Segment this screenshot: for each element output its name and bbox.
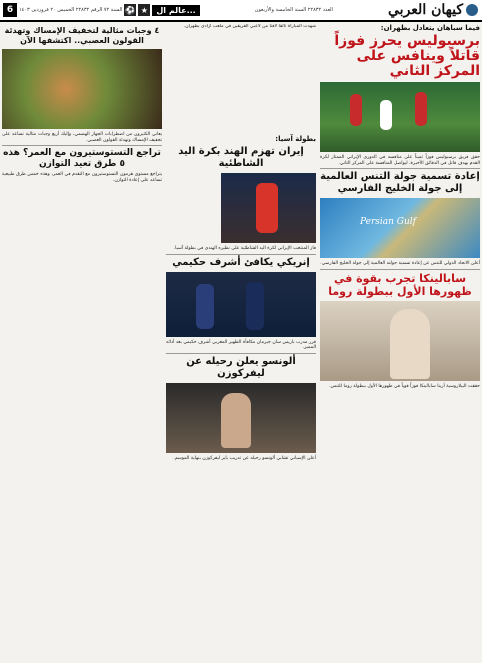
handball-photo [221, 173, 316, 243]
article-headline: إنريكي يكافئ أشرف حكيمي [172, 256, 310, 268]
article-body: يعاني الكثيرون من اضطرابات الجهاز الهضمي، وإليك أربع وجبات مثالية تساعد على تخفيف الإمساك وتهدئة القولون العصبي. [2, 132, 162, 143]
divider [166, 254, 316, 255]
left-column [2, 24, 162, 663]
right-column [320, 24, 480, 663]
issue-info: العدد ٢٢٨٣٢ السنة الخامسة والأربعون [254, 7, 333, 13]
alonso-photo [166, 383, 316, 453]
article-body: أعلن الإسباني تشابي ألونسو رحيله عن تدريب باير ليفركوزن بنهاية الموسم. [173, 455, 316, 461]
sport-section-logo: عالم ال... [152, 5, 199, 16]
football-photo [320, 82, 480, 152]
article-body: فاز المنتخب الإيراني لكرة اليد الشاطئية على نظيره الهندي في بطولة آسيا. [173, 246, 316, 251]
page-number: 6 [3, 3, 17, 17]
article-headline: ٤ وجبات مثالية لتخفيف الإمساك وتهدئة القولون العصبي.. اكتشفها الآن [4, 26, 160, 45]
masthead-left [0, 3, 200, 17]
healthy-food-photo [2, 49, 162, 129]
globe-icon [466, 4, 478, 16]
divider [2, 145, 162, 146]
hakimi-photo [166, 272, 316, 337]
dateline: السنة ٧٢ الرقم ٢٢٨٣٢ الخميس ٢٠ فروردين ١٤٠٣ [19, 7, 123, 13]
article-body: حققت البيلاروسية أرينا سابالينكا فوزاً قوياً في ظهورها الأول ببطولة روما للتنس. [329, 383, 480, 389]
article-kicker: فيما سباهان يتعادل بطهران: [380, 24, 480, 32]
article-body: يتراجع مستوى هرمون التستوستيرون مع التقدم في العمر، وهذه خمس طرق طبيعية تساعد على إعادة التوازن. [2, 172, 162, 183]
sabalenka-photo [320, 301, 480, 381]
article-headline: إعادة تسمية جولة التنس العالمية إلى جولة الخليج الفارسي [320, 171, 480, 195]
article-headline: برسبوليس يحرز فوزاً قاتلاً وينافس على المركز الثاني [334, 33, 480, 79]
ball-icon: ⚽ [125, 5, 136, 15]
divider [166, 353, 316, 354]
article-body: شهدت المباراة تألقاً لافتاً من لاعبي الفريقين في ملعب آزادي بطهران. [183, 24, 316, 29]
article-body: حقق فريق برسبوليس فوزاً ثميناً على منافسه في الدوري الإيراني الممتاز لكرة القدم بهدف قاتل في الدقائق الأخيرة، ليواصل المنافسة على المركز الثاني. [320, 155, 480, 166]
newspaper-name: كيهان العربي [388, 2, 463, 18]
middle-column [166, 24, 316, 663]
divider [320, 269, 480, 270]
map-label: Persian Gulf [360, 217, 416, 228]
persian-gulf-map [320, 198, 480, 258]
runner-icon: ★ [138, 4, 150, 16]
article-headline: إيران تهزم الهند بكرة اليد الشاطئية [178, 146, 304, 169]
article-headline: ألونسو يعلن رحيله عن ليفركوزن [186, 355, 296, 379]
article-headline: سابالينكا تجرب بقوة في ظهورها الأول ببطولة روما [328, 271, 472, 298]
article-body: أعلن الاتحاد الدولي للتنس عن إعادة تسمية جولته العالمية إلى جولة الخليج الفارسي. [320, 261, 480, 267]
brand [388, 2, 482, 18]
article-headline: تراجع التستوستيرون مع العمر؟ هذه ٥ طرق تعيد التوازن [3, 148, 161, 170]
masthead [0, 0, 482, 22]
article-body: قرر مدرب باريس سان جيرمان مكافأة الظهير المغربي أشرف حكيمي بعد أدائه المميز. [166, 339, 316, 351]
article-kicker: بطولة آسيا: [275, 135, 316, 143]
divider [320, 168, 480, 169]
